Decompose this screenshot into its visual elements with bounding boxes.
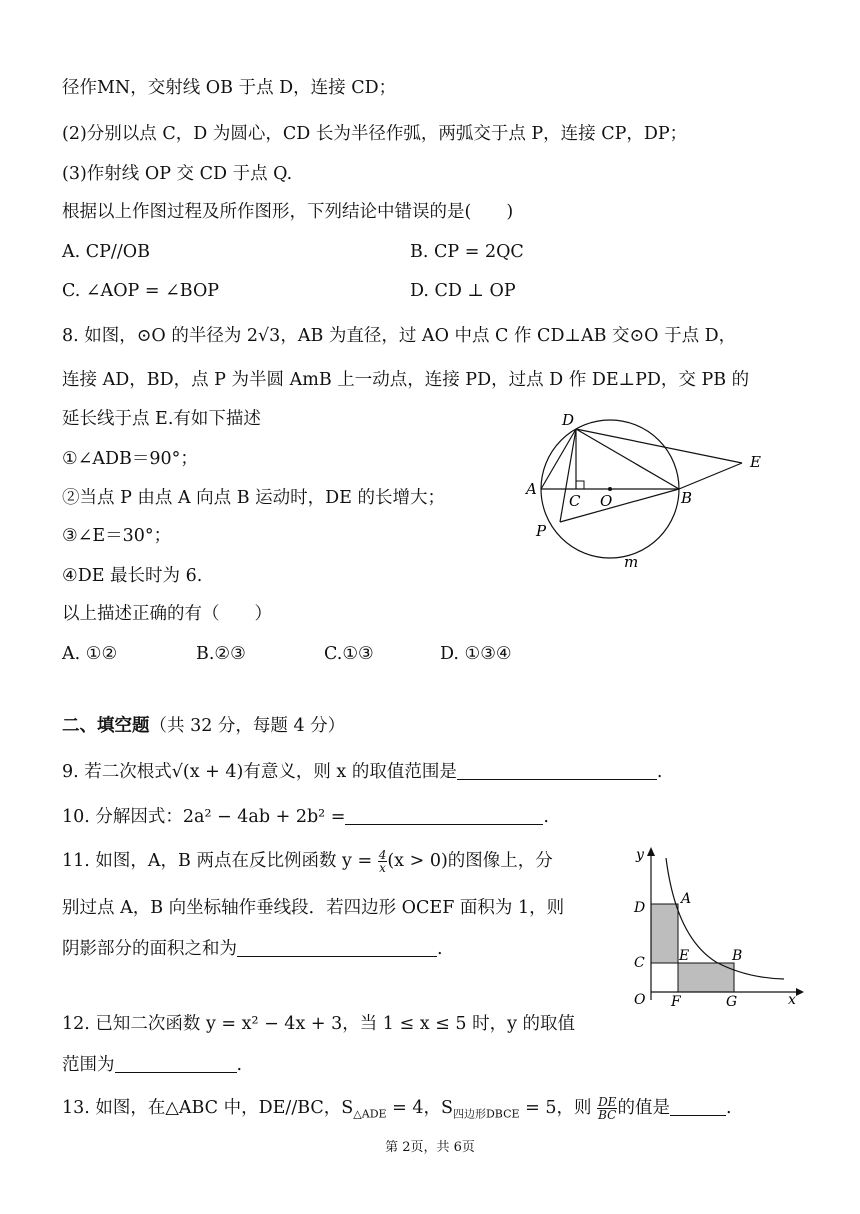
q7-step2: (2)分别以点 C，D 为圆心，CD 长为半径作弧，两弧交于点 P，连接 CP，DP； <box>62 124 688 144</box>
q13-frac-num: DE <box>598 1095 617 1109</box>
fig-label-d: D <box>634 900 646 916</box>
q8-line1: 8. 如图，⊙O 的半径为 2√3，AB 为直径，过 AO 中点 C 作 CD⊥AB 交⊙O 于点 D， <box>62 326 737 346</box>
page-footer: 第 2页，共 6页 <box>385 1140 475 1155</box>
q13-frac-den: BC <box>598 1108 617 1122</box>
q13-fraction <box>597 1096 617 1121</box>
section-2-heading <box>62 714 345 738</box>
fig-label-c: C <box>634 955 645 971</box>
q11-hyperbola-figure <box>626 842 806 1012</box>
q9 <box>62 760 662 784</box>
q13-end: . <box>725 1098 732 1118</box>
q7-option-c: C. ∠AOP = ∠BOP <box>62 281 220 301</box>
q13-a: 13. 如图，在△ABC 中，DE//BC，S <box>62 1098 354 1118</box>
q13-b: = 4，S <box>386 1098 453 1118</box>
q8-option-c: C.①③ <box>324 644 374 664</box>
fig-label-p: P <box>536 522 547 540</box>
fig-label-y: y <box>636 847 644 863</box>
section-2-title: 二、填空题 <box>62 716 150 736</box>
fig-label-c: C <box>569 492 581 510</box>
fig-label-o: O <box>600 492 613 510</box>
q7-step3: (3)作射线 OP 交 CD 于点 Q. <box>62 164 293 184</box>
q8-statement-4: ④DE 最长时为 6. <box>62 566 203 586</box>
fig-label-g: G <box>726 994 738 1010</box>
q12-end: . <box>236 1055 243 1075</box>
fig-label-x: x <box>788 992 796 1008</box>
q8-option-b: B.②③ <box>196 644 246 664</box>
q10-text: 10. 分解因式：2a² − 4ab + 2b² = <box>62 807 346 827</box>
q8-option-d: D. ①③④ <box>440 644 512 664</box>
q11-answer-blank[interactable] <box>237 938 437 957</box>
q11-end: . <box>437 939 443 959</box>
q7-option-a: A. CP//OB <box>62 242 150 262</box>
q13-c: = 5，则 <box>519 1098 592 1118</box>
q9-end: . <box>656 762 663 782</box>
q11-line3-text: 阴影部分的面积之和为 <box>62 939 237 959</box>
q10-end: . <box>543 807 549 827</box>
q11-frac-num: 4 <box>378 848 387 862</box>
q8-line3: 延长线于点 E.有如下描述 <box>62 409 261 429</box>
q8-circle-figure <box>520 405 780 575</box>
q8-statement-2: ②当点 P 由点 A 向点 B 运动时，DE 的长增大； <box>62 488 446 508</box>
q11-line1 <box>62 849 553 874</box>
q8-statement-1: ①∠ADB＝90°； <box>62 449 198 469</box>
fig-label-b: B <box>681 489 693 507</box>
fig-label-e: E <box>750 453 761 471</box>
fig-label-m: m <box>624 553 639 571</box>
q8-option-a: A. ①② <box>62 644 118 664</box>
q11-line1a: 11. 如图，A，B 两点在反比例函数 y = <box>62 851 373 871</box>
q12-line2 <box>62 1053 242 1077</box>
q13-sub2: 四边形DBCE <box>452 1107 520 1121</box>
q13-d: 的值是 <box>617 1098 670 1118</box>
q7-line-cont: 径作MN，交射线 OB 于点 D，连接 CD； <box>62 78 397 98</box>
q8-line2: 连接 AD，BD，点 P 为半圆 AmB 上一动点，连接 PD，过点 D 作 DE⊥PD，交 PB 的 <box>62 370 750 390</box>
q12-line2-text: 范围为 <box>62 1055 115 1075</box>
q7-option-b: B. CP = 2QC <box>410 242 524 262</box>
q8-question: 以上描述正确的有（ ） <box>62 604 272 624</box>
q13-sub1: △ADE <box>353 1107 387 1121</box>
q11-fraction <box>378 849 388 874</box>
q11-line1b: (x > 0)的图像上，分 <box>387 851 553 871</box>
section-2-note: （共 32 分，每题 4 分） <box>149 716 346 736</box>
fig-label-a: A <box>681 891 692 907</box>
q11-line3 <box>62 937 443 961</box>
q9-text: 9. 若二次根式√(x + 4)有意义，则 x 的取值范围是 <box>62 762 457 782</box>
fig-label-f: F <box>671 994 681 1010</box>
fig-label-e: E <box>679 948 690 964</box>
q11-frac-den: x <box>379 861 386 875</box>
fig-label-o: O <box>634 992 646 1008</box>
q7-option-d: D. CD ⊥ OP <box>410 281 516 301</box>
q9-answer-blank[interactable] <box>457 761 657 780</box>
fig-label-a: A <box>526 480 537 498</box>
q12-line1: 12. 已知二次函数 y = x² − 4x + 3，当 1 ≤ x ≤ 5 时，y 的取值 <box>62 1014 576 1034</box>
q10-answer-blank[interactable] <box>345 806 543 825</box>
fig-label-d: D <box>562 411 575 429</box>
q12-answer-blank[interactable] <box>115 1054 237 1073</box>
q8-statement-3: ③∠E＝30°； <box>62 526 172 546</box>
q7-question: 根据以上作图过程及所作图形，下列结论中错误的是( ) <box>62 202 514 222</box>
q13-answer-blank[interactable] <box>670 1097 726 1116</box>
q10 <box>62 805 549 829</box>
q11-line2: 别过点 A，B 向坐标轴作垂线段．若四边形 OCEF 面积为 1，则 <box>62 898 565 918</box>
fig-label-b: B <box>732 948 743 964</box>
q13 <box>62 1096 732 1127</box>
